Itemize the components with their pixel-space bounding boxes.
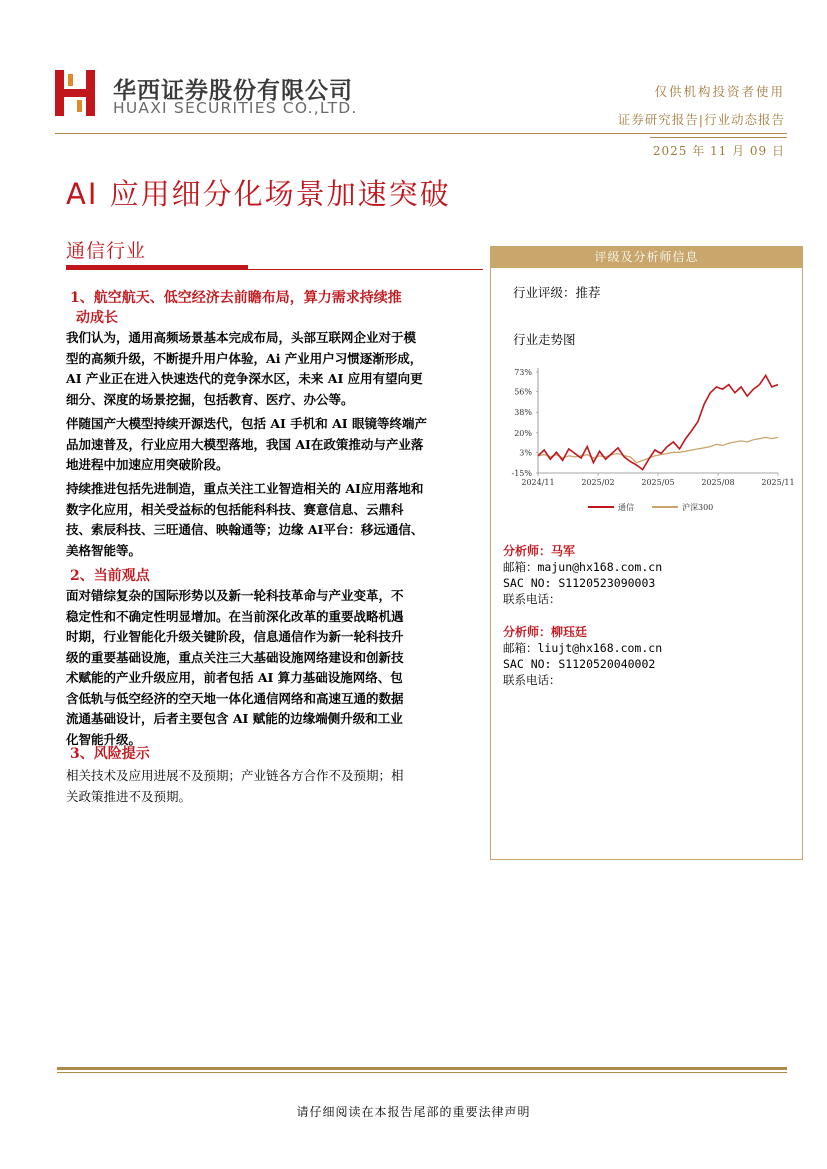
footer-divider [57, 1067, 787, 1070]
header-divider-short [650, 137, 787, 138]
section-1 [66, 288, 402, 328]
section-1-paragraph-2 [66, 414, 481, 476]
x-tick-label: 2024/11 [521, 478, 555, 487]
legend-label: 沪深300 [682, 503, 714, 512]
chart-title: 行业走势图 [513, 332, 576, 347]
text-line: 稳定性和不确定性明显增加。在当前深化改革的重要战略机遇 [66, 608, 404, 624]
report-type: 证券研究报告|行业动态报告 [617, 112, 785, 127]
section-heading [66, 288, 402, 328]
text-line: AI 产业正在进入快速迭代的竞争深水区，未来 AI 应用有望向更 [66, 371, 423, 386]
text-line: 美格智能等。 [66, 542, 142, 558]
x-tick-label: 2025/05 [641, 478, 675, 487]
text-line: 时期，行业智能化升级关键阶段，信息通信作为新一轮科技升 [66, 629, 404, 644]
x-tick-label: 2025/11 [761, 478, 795, 487]
section-1-paragraph-3 [66, 479, 481, 561]
text-line: 面对错综复杂的国际形势以及新一轮科技革命与产业变革，不 [66, 588, 404, 603]
heading-line: 1、航空航天、低空经济去前瞻布局，算力需求持续推 [70, 290, 402, 306]
industry-underline [66, 269, 483, 270]
text-line: 相关技术及应用进展不及预期；产业链各方合作不及预期；相 [66, 768, 404, 783]
heading-line: 动成长 [76, 310, 118, 326]
analyst-email: 邮箱：liujt@hx168.com.cn [503, 641, 663, 655]
x-tick-label: 2025/02 [581, 478, 615, 487]
text-line: 持续推进包括先进制造，重点关注工业智造相关的 AI应用落地和 [66, 481, 424, 496]
section-3-heading: 3、风险提示 [70, 746, 150, 762]
legal-notice: 请仔细阅读在本报告尾部的重要法律声明 [296, 1105, 531, 1119]
rating-label: 行业评级： [513, 285, 576, 300]
text-line: 关政策推进不及预期。 [66, 788, 192, 804]
analyst-name: 分析师：马军 [503, 544, 576, 558]
text-line: 型的高频升级，不断提升用户体验，Ai 产业用户习惯逐渐形成， [66, 350, 423, 366]
text-line: 含低轨与低空经济的空天地一体化通信网络和高速互通的数据 [66, 690, 404, 706]
report-date: 2025 年 11 月 09 日 [652, 144, 785, 158]
text-line: 品加速普及，行业应用大模型落地，我国 AI在政策推动与产业落 [66, 436, 424, 452]
series-line-csi300 [538, 437, 778, 462]
company-name-en: HUAXI SECURITIES CO.,LTD. [113, 99, 358, 117]
rating-value: 推荐 [575, 285, 601, 300]
section-2-paragraph [66, 586, 481, 750]
header-divider [55, 133, 787, 134]
x-tick-label: 2025/08 [701, 478, 735, 487]
panel-header: 评级及分析师信息 [490, 246, 803, 268]
section-2-heading: 2、当前观点 [70, 568, 150, 584]
legend-label: 通信 [618, 503, 634, 512]
y-tick-label: 20% [514, 428, 532, 438]
analyst-phone: 联系电话： [503, 673, 561, 687]
industry-name: 通信行业 [66, 240, 147, 262]
text-line: 地进程中加速应用突破阶段。 [66, 457, 229, 472]
analyst-email: 邮箱：majun@hx168.com.cn [503, 560, 663, 574]
huaxi-logo-icon [55, 70, 95, 116]
text-line: 化智能升级。 [66, 731, 142, 747]
text-line: 细分、深度的场景挖掘，包括教育、医疗、办公等。 [66, 391, 354, 407]
section-3-paragraph [66, 766, 481, 807]
y-tick-label: 3% [519, 448, 532, 458]
text-line: 技、索辰科技、三旺通信、映翰通等；边缘 AI平台：移远通信、 [66, 522, 424, 537]
text-line: 数字化应用，相关受益标的包括能科科技、赛意信息、云鼎科 [66, 501, 404, 517]
audience-note: 仅供机构投资者使用 [654, 84, 785, 99]
analyst-name: 分析师：柳珏廷 [503, 625, 588, 639]
text-line: 伴随国产大模型持续开源迭代，包括 AI 手机和 AI 眼镜等终端产 [66, 416, 427, 431]
chart-axes [512, 368, 795, 487]
section-1-paragraph-1 [66, 328, 481, 410]
company-name-cn: 华西证券股份有限公司 [113, 78, 353, 104]
y-tick-label: 38% [514, 408, 532, 418]
text-line: 流通基础设计，后者主要包含 AI 赋能的边缘端侧升级和工业 [66, 711, 403, 726]
y-tick-label: -15% [511, 469, 532, 478]
text-line: 术赋能的产业升级应用，前者包括 AI 算力基础设施网络、包 [66, 670, 403, 685]
chart-legend [588, 502, 713, 512]
analyst-sac: SAC NO: S1120523090003 [503, 576, 656, 590]
industry-trend-chart [500, 360, 800, 520]
text-line: 级的重要基础设施，重点关注三大基础设施网络建设和创新技 [66, 649, 404, 665]
y-tick-label: 56% [514, 387, 532, 397]
chart-series [538, 375, 778, 469]
footer-divider-thin [57, 1072, 787, 1073]
analyst-sac: SAC NO: S1120520040002 [503, 657, 656, 671]
analyst-phone: 联系电话： [503, 592, 561, 606]
industry-rating [513, 283, 601, 301]
y-tick-label: 73% [514, 368, 532, 377]
analyst-2 [503, 624, 662, 688]
text-line: 我们认为，通用高频场景基本完成布局，头部互联网企业对于模 [66, 330, 417, 345]
analyst-1 [503, 543, 662, 607]
report-title: AI 应用细分化场景加速突破 [66, 177, 451, 211]
